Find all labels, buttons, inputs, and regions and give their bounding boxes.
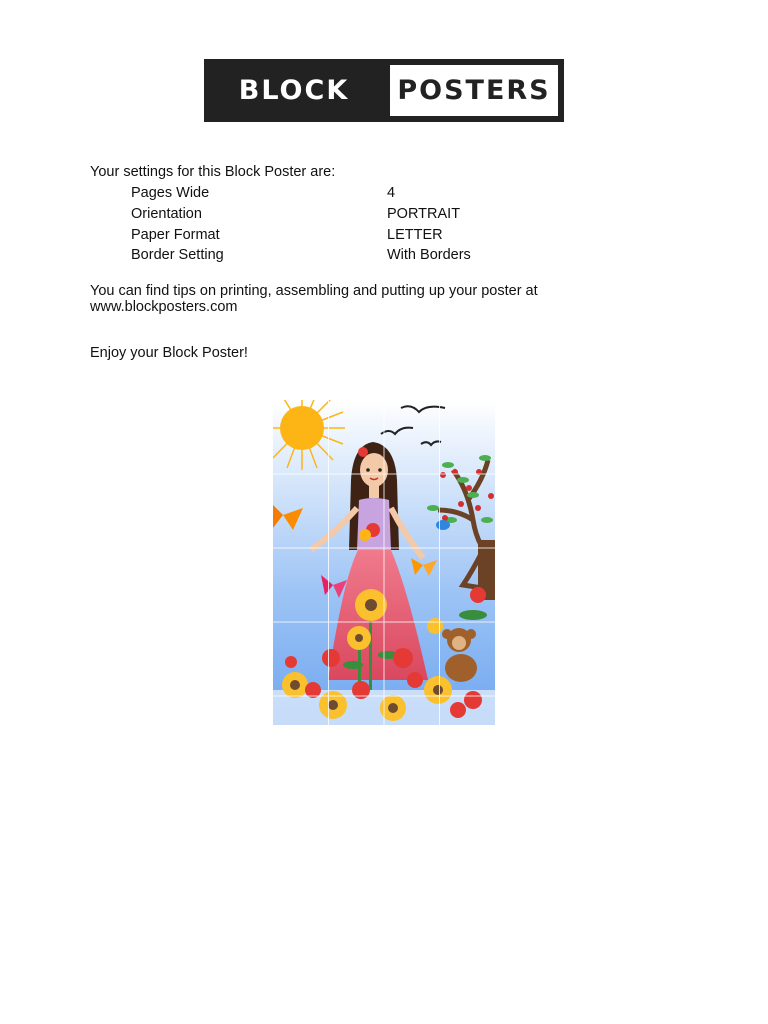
setting-label-paper-format: Paper Format xyxy=(131,227,220,243)
setting-label-border-setting: Border Setting xyxy=(131,247,224,263)
poster-preview-image xyxy=(273,400,495,725)
setting-value-border-setting: With Borders xyxy=(387,247,471,263)
poster-illustration xyxy=(273,400,495,725)
settings-intro: Your settings for this Block Poster are: xyxy=(90,164,336,180)
logo-block-word: BLOCK xyxy=(238,75,350,106)
setting-label-pages-wide: Pages Wide xyxy=(131,185,210,201)
tips-line: You can find tips on printing, assembling and putting up your poster at xyxy=(90,283,538,299)
logo-posters-word: POSTERS xyxy=(390,65,558,116)
setting-value-pages-wide: 4 xyxy=(387,185,396,201)
tips-url: www.blockposters.com xyxy=(90,299,238,315)
tips-paragraph xyxy=(90,283,538,315)
setting-label-orientation: Orientation xyxy=(131,206,202,222)
closing-message: Enjoy your Block Poster! xyxy=(90,345,248,361)
setting-value-orientation: PORTRAIT xyxy=(387,206,461,222)
block-posters-logo xyxy=(204,59,564,122)
setting-value-paper-format: LETTER xyxy=(387,227,443,243)
